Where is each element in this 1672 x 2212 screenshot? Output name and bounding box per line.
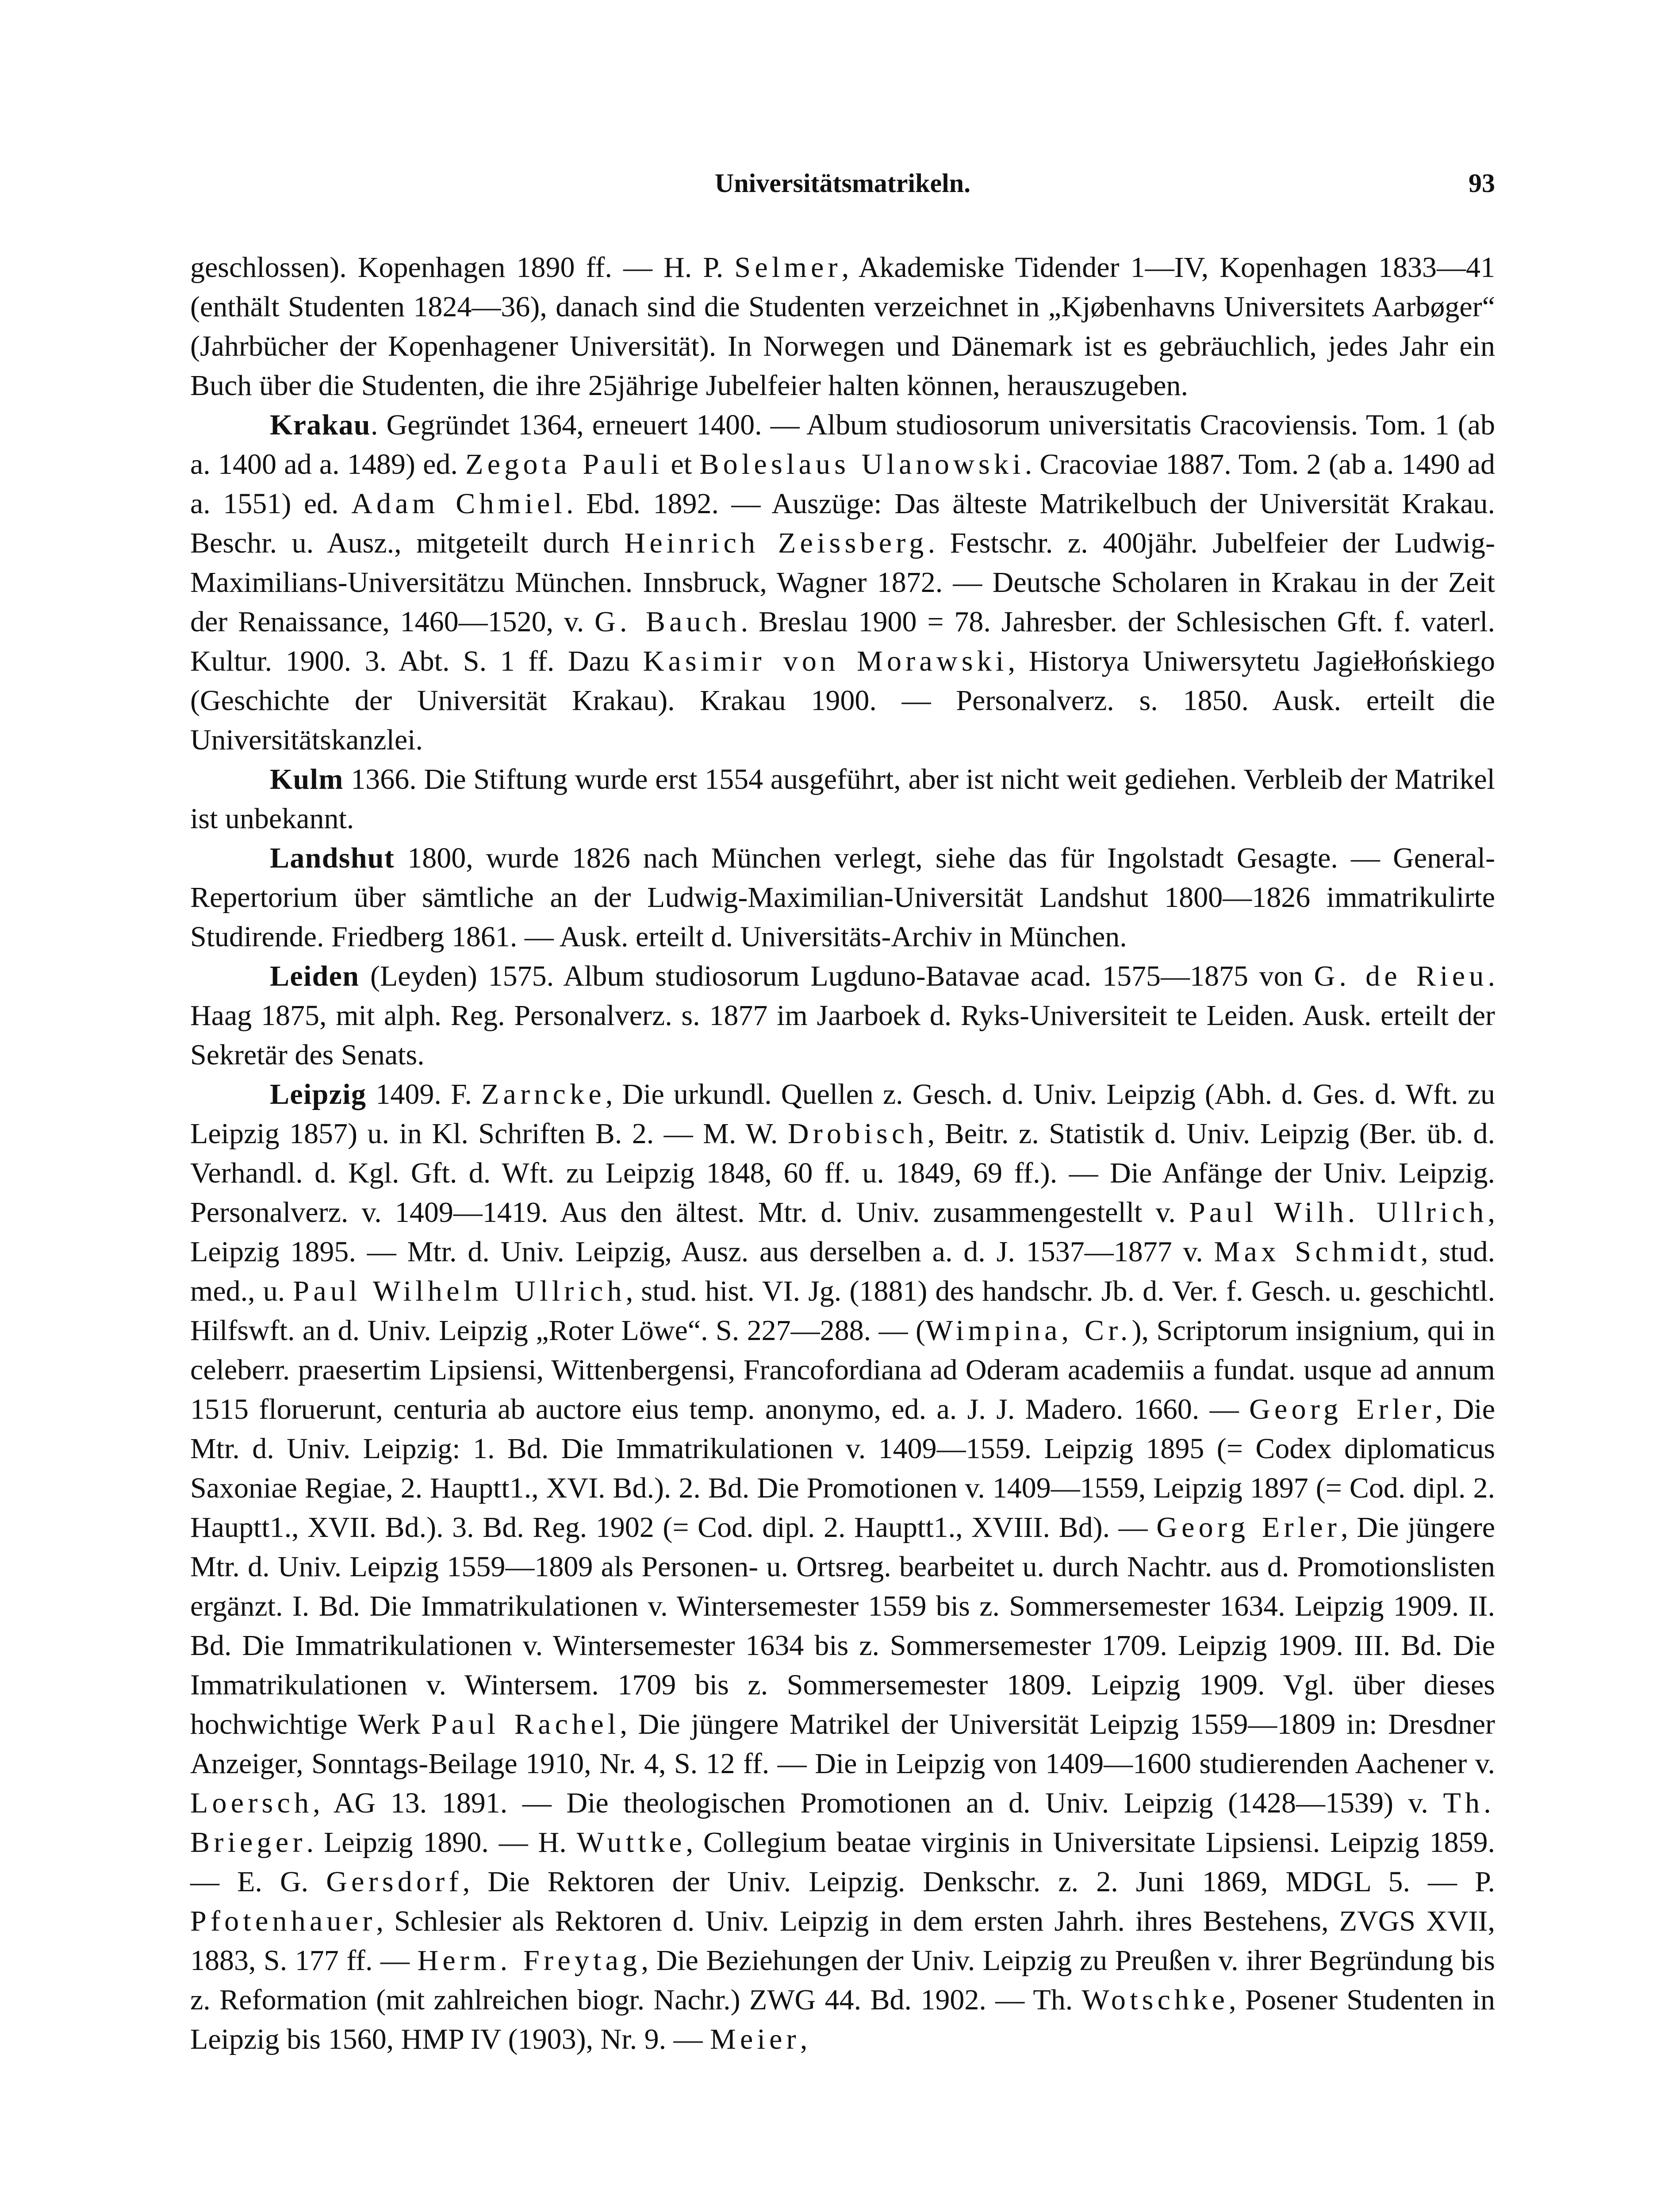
- text-run: , Die urkundl. Quellen z. Gesch. d. Univ. Leipzig (Abh. d. Ges. d. Wft. zu Leipzig 1857) u. in Kl. Schriften B. 2. — M. W.: [190, 1078, 1495, 1150]
- text-run: . Haag 1875, mit alph. Reg. Personalverz. s. 1877 im Jaarboek d. Ryks-Universiteit te Leiden. Ausk. erteilt der Sekretär des Senats.: [190, 960, 1495, 1071]
- text-run: (Leyden) 1575. Album studiosorum Lugduno-Batavae acad. 1575—1875 von: [359, 960, 1314, 992]
- text-run: , Die Mtr. d. Univ. Leipzig: 1. Bd. Die Immatrikulationen v. 1409—1559. Leipzig 1895 (= Codex diplomaticus Saxoniae Regiae, 2. Hauptt1., XVI. Bd.). 2. Bd. Die Promotionen v. 1409—1559, Leipzig 1897 (= Cod. dipl. 2. Hauptt1., XVII. Bd.). 3. Bd. Reg. 1902 (= Cod. dipl. 2. Hauptt1., XVIII. Bd). —: [190, 1393, 1495, 1544]
- text-run: ,: [800, 2023, 808, 2055]
- text-run: , stud. med., u.: [190, 1236, 1496, 1307]
- author-name: G. de Rieu: [1314, 960, 1488, 992]
- text-run: . Breslau 1900 = 78. Jahresber. der Schlesischen Gft. f. vaterl. Kultur. 1900. 3. Abt. S. 1 ff. Dazu: [190, 606, 1495, 677]
- text-run: , AG 13. 1891. — Die theologischen Promotionen an d. Univ. Leipzig (1428—1539) v.: [313, 1787, 1443, 1819]
- author-name: Paul Rachel: [431, 1708, 620, 1740]
- text-run: , Beitr. z. Statistik d. Univ. Leipzig (Ber. üb. d. Verhandl. d. Kgl. Gft. d. Wft. zu Leipzig 1848, 60 ff. u. 1849, 69 ff.). — Die Anfänge der Univ. Leipzig. Personalverz. v. 1409—1419. Aus den ältest. Mtr. d. Univ. zusammengestellt v.: [190, 1118, 1495, 1229]
- author-name: Georg Erler: [1156, 1511, 1341, 1544]
- text-run: , Leipzig 1895. — Mtr. d. Univ. Leipzig, Ausz. aus derselben a. d. J. 1537—1877 v.: [190, 1196, 1495, 1268]
- text-run: , Akademiske Tidender 1—IV, Kopenhagen 1833—41 (enthält Studenten 1824—36), danach sind die Studenten verzeichnet in „Kjøbenhavns Universitets Aarbøger“ (Jahrbücher der Kopenhagener Universität). In Norwegen und Dänemark ist es gebräuchlich, jedes Jahr ein Buch über die Studenten, die ihre 25jährige Jubelfeier halten können, herauszugeben.: [190, 251, 1495, 402]
- author-name: Zarncke: [481, 1078, 606, 1110]
- author-name: Kasimir von Morawski: [643, 645, 1008, 677]
- text-run: , Historya Uniwersytetu Jagiełłońskiego (Geschichte der Universität Krakau). Krakau 1900. — Personalverz. s. 1850. Ausk. erteilt die Universitätskanzlei.: [190, 645, 1495, 756]
- text-run: , Schlesier als Rektoren d. Univ. Leipzig in dem ersten Jahrh. ihres Bestehens, ZVGS XVII, 1883, S. 177 ff. —: [190, 1905, 1495, 1977]
- text-run: 1409. F.: [366, 1078, 481, 1110]
- running-title: Universitätsmatrikeln.: [714, 169, 971, 198]
- paragraph-kulm: [190, 760, 1495, 838]
- paragraph-kopenhagen-continuation: [190, 248, 1495, 405]
- page-number: 93: [1469, 169, 1495, 198]
- paragraph-landshut: [190, 838, 1495, 956]
- text-run: , Die Rektoren der Univ. Leipzig. Denkschr. z. 2. Juni 1869, MDGL 5. — P.: [462, 1866, 1496, 1898]
- author-name: Paul Wilh. Ullrich: [1189, 1196, 1488, 1229]
- text-run: ), Scriptorum insignium, qui in celeberr. praesertim Lipsiensi, Wittenbergensi, Francofordiana ad Oderam academiis a fundat. usque ad annum 1515 floruerunt, centuria ab auctore eius temp. anonymo, ed. a. J. J. Madero. 1660. —: [190, 1314, 1495, 1425]
- text-run: geschlossen). Kopenhagen 1890 ff. — H. P.: [190, 251, 735, 284]
- author-name: Paul Wilhelm Ullrich: [293, 1275, 626, 1307]
- entry-keyword: Leiden: [270, 960, 360, 992]
- author-name: Drobisch: [787, 1118, 928, 1150]
- text-run: , Collegium beatae virginis in Universitate Lipsiensi. Leipzig 1859. — E. G.: [190, 1826, 1495, 1898]
- text-run: 1366. Die Stiftung wurde erst 1554 ausgeführt, aber ist nicht weit gediehen. Verbleib der Matrikel ist unbekannt.: [190, 763, 1495, 835]
- text-run: , Posener Studenten in Leipzig bis 1560, HMP IV (1903), Nr. 9. —: [190, 1984, 1495, 2055]
- author-name: Herm. Freytag: [417, 1944, 641, 1977]
- author-name: Wuttke: [576, 1826, 686, 1859]
- paragraph-krakau: [190, 405, 1495, 760]
- book-page: [190, 168, 1495, 2059]
- author-name: Max Schmidt: [1214, 1236, 1421, 1268]
- page-header: [190, 168, 1495, 217]
- author-name: Pfotenhauer: [190, 1905, 376, 1937]
- entry-keyword: Kulm: [270, 763, 344, 795]
- author-name: Gersdorf: [326, 1866, 463, 1898]
- author-name: Wimpina, Cr.: [925, 1314, 1132, 1347]
- text-run: . Cracoviae 1887. Tom. 2 (ab a. 1490 ad a. 1551) ed.: [190, 448, 1496, 520]
- text-run: , Die jüngere Matrikel der Universität Leipzig 1559—1809 in: Dresdner Anzeiger, Sonntags-Beilage 1910, Nr. 4, S. 12 ff. — Die in Leipzig von 1409—1600 studierenden Aachener v.: [190, 1708, 1495, 1780]
- author-name: G. Bauch: [594, 606, 741, 638]
- text-run: . Ebd. 1892. — Auszüge: Das älteste Matrikelbuch der Universität Krakau. Beschr. u. Ausz., mitgeteilt durch: [190, 488, 1495, 559]
- text-run: , Die jüngere Mtr. d. Univ. Leipzig 1559—1809 als Personen- u. Ortsreg. bearbeitet u. durch Nachtr. aus d. Promotionslisten ergänzt. I. Bd. Die Immatrikulationen v. Wintersemester 1559 bis z. Sommersemester 1634. Leipzig 1909. II. Bd. Die Immatrikulationen v. Wintersemester 1634 bis z. Sommersemester 1709. Leipzig 1909. III. Bd. Die Immatrikulationen v. Wintersem. 1709 bis z. Sommersemester 1809. Leipzig 1909. Vgl. über dieses hochwichtige Werk: [190, 1511, 1495, 1740]
- entry-keyword: Krakau: [270, 409, 371, 441]
- body-text: [190, 248, 1495, 2059]
- author-name: Zegota Pauli: [465, 448, 663, 480]
- author-name: Selmer: [734, 251, 842, 284]
- author-name: Heinrich Zeissberg: [624, 527, 928, 559]
- entry-keyword: Leipzig: [270, 1078, 367, 1110]
- paragraph-leipzig: [190, 1075, 1495, 2059]
- text-run: . Gegründet 1364, erneuert 1400. — Album studiosorum universitatis Cracoviensis. Tom. 1 (ab a. 1400 ad a. 1489) ed.: [190, 409, 1495, 480]
- text-run: , stud. hist. VI. Jg. (1881) des handschr. Jb. d. Ver. f. Gesch. u. geschichtl. Hilfswft. an d. Univ. Leipzig „Roter Löwe“. S. 227—288. — (: [190, 1275, 1495, 1347]
- text-run: . Leipzig 1890. — H.: [306, 1826, 577, 1859]
- text-run: 1800, wurde 1826 nach München verlegt, siehe das für Ingolstadt Gesagte. — General-Repertorium über sämtliche an der Ludwig-Maximilian-Universität Landshut 1800—1826 immatrikulirte Studirende. Friedberg 1861. — Ausk. erteilt d. Universitäts-Archiv in München.: [190, 842, 1495, 953]
- author-name: Wotschke: [1081, 1984, 1229, 2016]
- author-name: Meier: [710, 2023, 800, 2055]
- author-name: Georg Erler: [1249, 1393, 1435, 1425]
- author-name: Th. Brieger: [190, 1787, 1495, 1859]
- author-name: Loersch: [190, 1787, 313, 1819]
- text-run: . Festschr. z. 400jähr. Jubelfeier der Ludwig-Maximilians-Universitätzu München. Innsbruck, Wagner 1872. — Deutsche Scholaren in Krakau in der Zeit der Renaissance, 1460—1520, v.: [190, 527, 1495, 638]
- text-run: et: [663, 448, 700, 480]
- text-run: , Die Beziehungen der Univ. Leipzig zu Preußen v. ihrer Begründung bis z. Reformation (mit zahlreichen biogr. Nachr.) ZWG 44. Bd. 1902. — Th.: [190, 1944, 1495, 2016]
- paragraph-leiden: [190, 956, 1495, 1075]
- author-name: Adam Chmiel: [351, 488, 567, 520]
- author-name: Boleslaus Ulanowski: [699, 448, 1025, 480]
- entry-keyword: Landshut: [270, 842, 395, 874]
